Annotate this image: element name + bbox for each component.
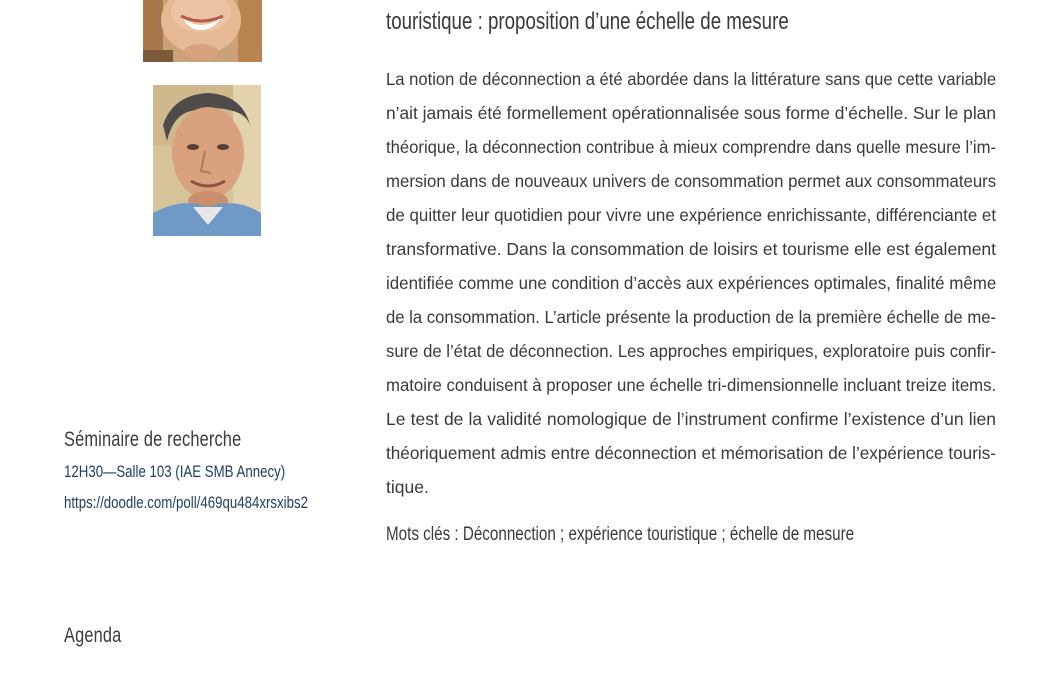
keywords-value: Déconnection ; expérience touristique ; échelle de mesure (462, 524, 855, 545)
abstract-line: tique. (386, 477, 429, 497)
agenda-section (64, 624, 138, 648)
doodle-link[interactable]: https://doodle.com/poll/469qu484xrsxibs2 (64, 493, 308, 512)
keywords-label: Mots clés : (386, 524, 459, 545)
talk-title: touristique : proposition d’une échelle de mesure (386, 8, 789, 35)
seminar-info (64, 428, 377, 513)
abstract-line: théorique, la déconnection contribue à mieux comprendre dans quelle mesure l’im- (386, 137, 997, 157)
seminar-heading: Séminaire de recherche (64, 428, 242, 451)
abstract-line: mersion dans de nouveaux univers de consommation permet aux consommateurs (386, 171, 997, 191)
seminar-time-place: 12H30—Salle 103 (IAE SMB Annecy) (64, 462, 286, 481)
speaker-photo-man (153, 85, 261, 236)
abstract-line: matoire conduisent à proposer une échelle tri-dimensionnelle incluant treize items. (386, 375, 997, 395)
abstract (386, 62, 996, 507)
abstract-line: Le test de la validité nomologique de l’instrument confirme l’existence d’un lien (386, 409, 996, 429)
speaker-photo-woman (143, 0, 262, 62)
abstract-line: de la consommation. L’article présente la production de la première échelle de me- (386, 307, 997, 327)
abstract-line: La notion de déconnection a été abordée dans la littérature sans que cette variable (386, 69, 997, 89)
agenda-heading: Agenda (64, 624, 122, 647)
abstract-line: théoriquement admis entre déconnection et mémorisation de l’expérience touris- (386, 443, 996, 463)
abstract-line: n’ait jamais été formellement opérationnalisée sous forme d’échelle. Sur le plan (386, 103, 996, 123)
keywords (386, 524, 854, 546)
abstract-line: de quitter leur quotidien pour vivre une expérience enrichissante, différenciante et (386, 205, 997, 225)
abstract-line: identifiée comme une condition d’accès aux expériences optimales, finalité même (386, 273, 997, 293)
abstract-line: sure de l’état de déconnection. Les approches empiriques, exploratoire puis confir- (386, 341, 997, 361)
abstract-line: transformative. Dans la consommation de loisirs et tourisme elle est également (386, 239, 996, 259)
